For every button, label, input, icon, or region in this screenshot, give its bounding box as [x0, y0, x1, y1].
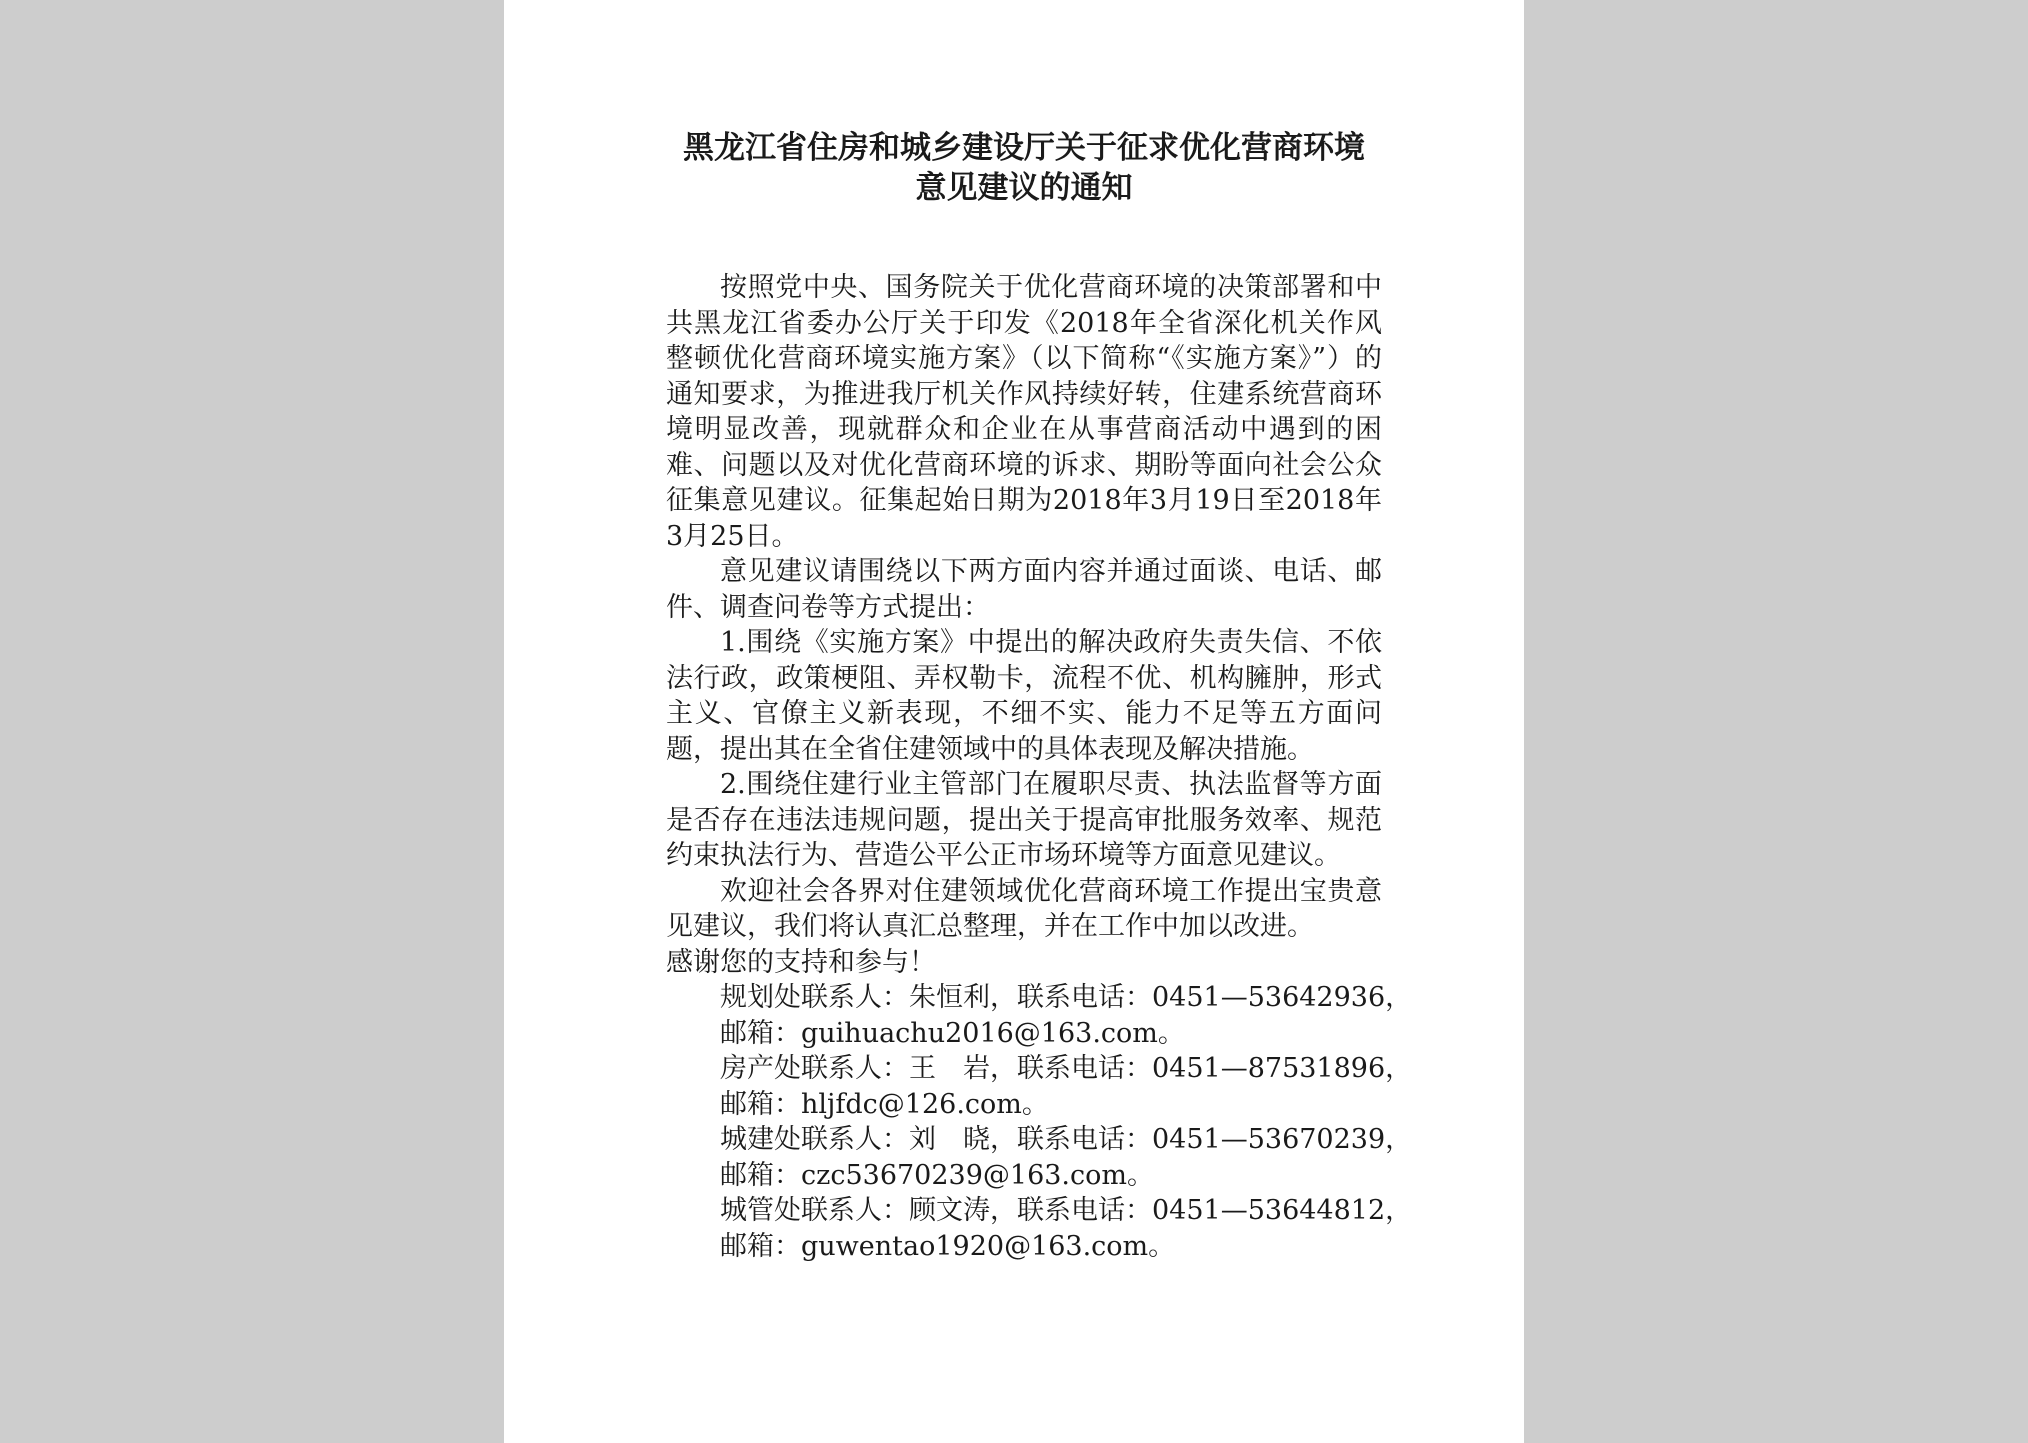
contact-urban-management	[666, 1193, 1413, 1264]
contact-planning	[666, 980, 1413, 1051]
document-title	[666, 128, 1382, 208]
title-line-1: 黑龙江省住房和城乡建设厅关于征求优化营商环境	[683, 130, 1365, 166]
contact-housing	[666, 1051, 1413, 1122]
contact-urban-construction-email: 邮箱：czc53670239@163.com。	[720, 1159, 1154, 1191]
paragraph-methods: 意见建议请围绕以下两方面内容并通过面谈、电话、邮件、调查问卷等方式提出：	[666, 556, 1382, 623]
contact-urban-management-email: 邮箱：guwentao1920@163.com。	[720, 1230, 1176, 1262]
paragraph-item-2: 2.围绕住建行业主管部门在履职尽责、执法监督等方面是否存在违法违规问题，提出关于提高审批服务效率、规范约束执法行为、营造公平公正市场环境等方面意见建议。	[666, 769, 1382, 871]
document-content	[666, 128, 1413, 1264]
contact-planning-phone: 规划处联系人：朱恒利，联系电话：0451—53642936，	[720, 982, 1413, 1013]
contact-urban-construction	[666, 1122, 1413, 1193]
paragraph-welcome: 欢迎社会各界对住建领域优化营商环境工作提出宝贵意见建议，我们将认真汇总整理，并在工作中加以改进。	[666, 875, 1382, 942]
contact-housing-phone: 房产处联系人：王 岩，联系电话：0451—87531896，	[720, 1053, 1413, 1084]
contact-urban-management-phone: 城管处联系人：顾文涛，联系电话：0451—53644812，	[720, 1195, 1413, 1226]
paragraph-item-1: 1.围绕《实施方案》中提出的解决政府失责失信、不依法行政，政策梗阻、弄权勒卡，流程不优、机构臃肿，形式主义、官僚主义新表现，不细不实、能力不足等五方面问题，提出其在全省住建领域中的具体表现及解决措施。	[666, 627, 1382, 765]
document-page	[504, 0, 1524, 1443]
title-line-2: 意见建议的通知	[915, 170, 1133, 206]
paragraph-intro: 按照党中央、国务院关于优化营商环境的决策部署和中共黑龙江省委办公厅关于印发《2018年全省深化机关作风整顿优化营商环境实施方案》（以下简称“《实施方案》”）的通知要求，为推进我厅机关作风持续好转，住建系统营商环境明显改善，现就群众和企业在从事营商活动中遇到的困难、问题以及对优化营商环境的诉求、期盼等面向社会公众征集意见建议。征集起始日期为2018年3月19日至2018年3月25日。	[666, 272, 1382, 552]
paragraph-thanks: 感谢您的支持和参与！	[666, 946, 936, 978]
document-body	[666, 270, 1413, 1264]
contact-planning-email: 邮箱：guihuachu2016@163.com。	[720, 1017, 1185, 1049]
contact-housing-email: 邮箱：hljfdc@126.com。	[720, 1088, 1049, 1120]
contact-urban-construction-phone: 城建处联系人：刘 晓，联系电话：0451—53670239，	[720, 1124, 1413, 1155]
